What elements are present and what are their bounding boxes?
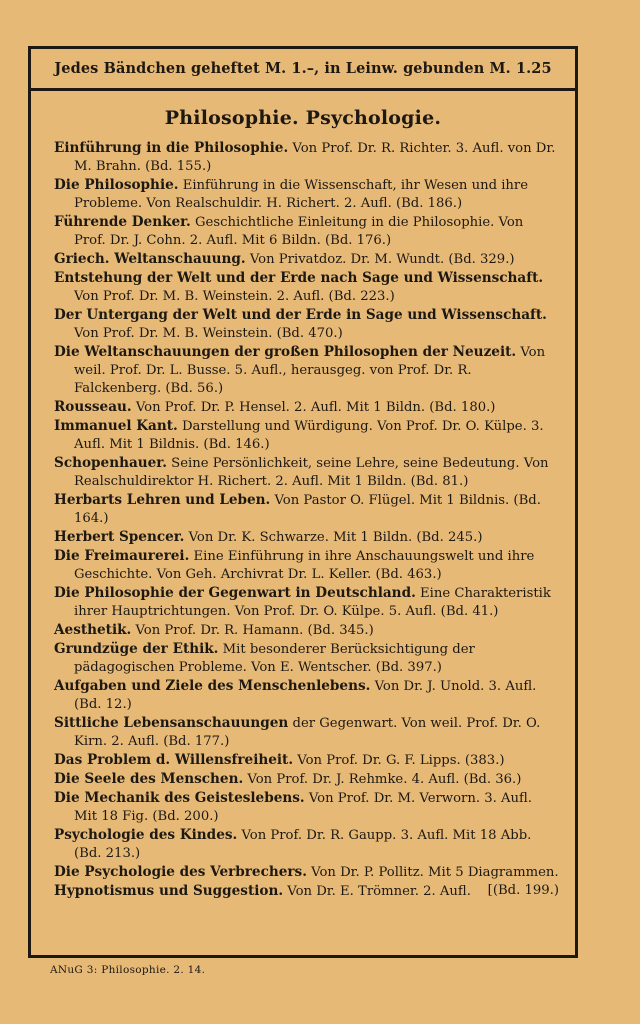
entry-title: Grundzüge der Ethik. <box>54 641 219 657</box>
list-item <box>54 213 559 250</box>
entry-title: Sittliche Lebensanschauungen <box>54 715 289 731</box>
entry-details: Von Prof. Dr. M. Verworn. 3. Aufl. Mit 18 Fig. (Bd. 200.) <box>74 791 532 824</box>
entry-details: Von Prof. Dr. R. Gaupp. 3. Aufl. Mit 18 Abb. (Bd. 213.) <box>74 828 532 861</box>
entry-title: Der Untergang der Welt und der Erde in Sage und Wissenschaft. <box>54 307 547 323</box>
entry-details: Von Dr. P. Pollitz. Mit 5 Diagrammen. <box>311 865 559 880</box>
page-frame <box>28 46 578 958</box>
entry-title: Entstehung der Welt und der Erde nach Sage und Wissenschaft. <box>54 270 544 286</box>
entry-volume: [(Bd. 199.) <box>487 883 559 898</box>
entry-title: Die Psychologie des Verbrechers. <box>54 864 307 880</box>
entry-details: Von weil. Prof. Dr. L. Busse. 5. Aufl., herausgeg. von Prof. Dr. R. Falckenberg. (Bd. 56.) <box>74 345 546 396</box>
list-item <box>54 882 559 901</box>
list-item <box>54 139 559 176</box>
entry-title: Rousseau. <box>54 399 132 415</box>
list-item <box>54 751 559 770</box>
entry-title: Die Seele des Menschen. <box>54 771 244 787</box>
list-item <box>54 640 559 677</box>
entry-title: Das Problem d. Willensfreiheit. <box>54 752 294 768</box>
price-header: Jedes Bändchen geheftet M. 1.–, in Leinw. gebunden M. 1.25 <box>31 49 575 91</box>
list-item <box>54 789 559 826</box>
entry-title: Die Mechanik des Geisteslebens. <box>54 790 305 806</box>
list-item <box>54 454 559 491</box>
entry-details: Von Prof. Dr. M. B. Weinstein. 2. Aufl. (Bd. 223.) <box>74 289 395 304</box>
list-item <box>54 584 559 621</box>
list-item <box>54 250 559 269</box>
entry-details: Von Prof. Dr. M. B. Weinstein. (Bd. 470.) <box>74 326 343 341</box>
entry-title: Herbert Spencer. <box>54 529 185 545</box>
entry-details: Von Privatdoz. Dr. M. Wundt. (Bd. 329.) <box>249 252 515 267</box>
entry-details: Eine Charakteristik ihrer Hauptrichtungen. Von Prof. Dr. O. Külpe. 5. Aufl. (Bd. 41.) <box>74 586 551 619</box>
entry-title: Die Freimaurerei. <box>54 548 190 564</box>
entry-title: Aufgaben und Ziele des Menschenlebens. <box>54 678 371 694</box>
entry-details: Mit besonderer Berücksichtigung der pädagogischen Probleme. Von E. Wentscher. (Bd. 397.) <box>74 642 475 675</box>
list-item <box>54 176 559 213</box>
list-item <box>54 714 559 751</box>
entry-list <box>54 139 559 901</box>
list-item <box>54 770 559 789</box>
list-item <box>54 491 559 528</box>
entry-details: Einführung in die Wissenschaft, ihr Wesen und ihre Probleme. Von Realschuldir. H. Richert. 2. Aufl. (Bd. 186.) <box>74 178 529 211</box>
entry-details: Von Pastor O. Flügel. Mit 1 Bildnis. (Bd. 164.) <box>74 493 541 526</box>
entry-details: Von Prof. Dr. R. Richter. 3. Aufl. von Dr. M. Brahn. (Bd. 155.) <box>74 141 556 174</box>
list-item <box>54 398 559 417</box>
entry-details: der Gegenwart. Von weil. Prof. Dr. O. Kirn. 2. Aufl. (Bd. 177.) <box>74 716 541 749</box>
entry-details: Von Prof. Dr. R. Hamann. (Bd. 345.) <box>135 623 374 638</box>
entry-title: Psychologie des Kindes. <box>54 827 238 843</box>
list-item <box>54 547 559 584</box>
list-item <box>54 528 559 547</box>
entry-details: Von Dr. K. Schwarze. Mit 1 Bildn. (Bd. 245.) <box>188 530 483 545</box>
entry-title: Griech. Weltanschauung. <box>54 251 246 267</box>
entry-title: Führende Denker. <box>54 214 191 230</box>
entry-details: Von Prof. Dr. G. F. Lipps. (383.) <box>297 753 505 768</box>
entry-details: Darstellung und Würdigung. Von Prof. Dr. O. Külpe. 3. Aufl. Mit 1 Bildnis. (Bd. 146.) <box>74 419 544 452</box>
list-item <box>54 677 559 714</box>
entry-details: Seine Persönlichkeit, seine Lehre, seine Bedeutung. Von Realschuldirektor H. Richert. 2. Aufl. Mit 1 Bildn. (Bd. 81.) <box>74 456 549 489</box>
list-item <box>54 621 559 640</box>
entry-title: Die Philosophie. <box>54 177 179 193</box>
entry-title: Die Weltanschauungen der großen Philosophen der Neuzeit. <box>54 344 517 360</box>
entry-details: Von Prof. Dr. J. Rehmke. 4. Aufl. (Bd. 36.) <box>247 772 522 787</box>
entry-details: Geschichtliche Einleitung in die Philosophie. Von Prof. Dr. J. Cohn. 2. Aufl. Mit 6 Bildn. (Bd. 176.) <box>74 215 524 248</box>
list-item <box>54 417 559 454</box>
list-item <box>54 826 559 863</box>
entry-title: Aesthetik. <box>54 622 132 638</box>
entry-title: Hypnotismus und Suggestion. <box>54 883 284 899</box>
entry-details: Eine Einführung in ihre Anschauungswelt und ihre Geschichte. Von Geh. Archivrat Dr. L. Keller. (Bd. 463.) <box>74 549 535 582</box>
entry-title: Herbarts Lehren und Leben. <box>54 492 271 508</box>
list-item <box>54 306 559 343</box>
entry-title: Einführung in die Philosophie. <box>54 140 289 156</box>
footer-imprint: ANuG 3: Philosophie. 2. 14. <box>50 964 206 976</box>
list-item <box>54 343 559 398</box>
list-item <box>54 269 559 306</box>
entry-details: Von Prof. Dr. P. Hensel. 2. Aufl. Mit 1 Bildn. (Bd. 180.) <box>135 400 496 415</box>
entry-title: Die Philosophie der Gegenwart in Deutschland. <box>54 585 416 601</box>
entry-details: Von Dr. J. Unold. 3. Aufl. (Bd. 12.) <box>74 679 537 712</box>
entry-title: Schopenhauer. <box>54 455 167 471</box>
entry-title: Immanuel Kant. <box>54 418 178 434</box>
entry-details: Von Dr. E. Trömner. 2. Aufl. <box>287 884 471 899</box>
section-title: Philosophie. Psychologie. <box>164 107 442 129</box>
